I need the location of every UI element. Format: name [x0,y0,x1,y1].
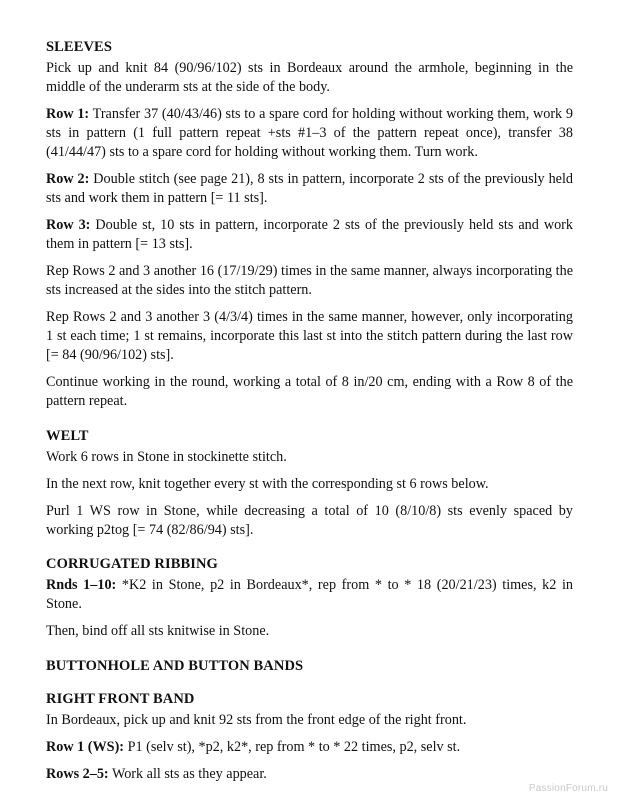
section-buttonhole-bands [46,658,573,675]
paragraph: Rep Rows 2 and 3 another 3 (4/3/4) times in the same manner, however, only incorporating 1 st each time; 1 st remains, incorporate this last st into the stitch pattern during the last row [= 84 (90/96/102) sts]. [46,309,573,363]
row-label: Row 3: [46,217,91,233]
section-heading: CORRUGATED RIBBING [46,556,218,572]
section-welt [46,428,573,540]
row-label: Row 2: [46,171,90,187]
section-heading: BUTTONHOLE AND BUTTON BANDS [46,658,304,674]
section-sleeves [46,39,573,411]
paragraph: Rnds 1–10: *K2 in Stone, p2 in Bordeaux*, rep from * to * 18 (20/21/23) times, k2 in Stone. [46,577,573,612]
section-heading: SLEEVES [46,39,112,55]
paragraph: Row 2: Double stitch (see page 21), 8 sts in pattern, incorporate 2 sts of the previously held sts and work them in pattern [= 11 sts]. [46,171,573,206]
paragraph: Work 6 rows in Stone in stockinette stitch. [46,449,287,465]
paragraph: In the next row, knit together every st with the corresponding st 6 rows below. [46,476,489,492]
watermark: PassionForum.ru [528,783,608,794]
document-page [46,39,573,794]
row-label: Row 1: [46,106,90,122]
row-label: Rnds 1–10: [46,577,117,593]
paragraph: Row 1 (WS): P1 (selv st), *p2, k2*, rep from * to * 22 times, p2, selv st. [46,739,461,755]
paragraph: In Bordeaux, pick up and knit 92 sts from the front edge of the right front. [46,712,467,728]
section-corrugated-ribbing [46,556,573,641]
section-right-front-band [46,691,573,784]
paragraph: Continue working in the round, working a total of 8 in/20 cm, ending with a Row 8 of the pattern repeat. [46,374,573,409]
section-heading: RIGHT FRONT BAND [46,691,195,707]
paragraph: Purl 1 WS row in Stone, while decreasing a total of 10 (8/10/8) sts evenly spaced by working p2tog [= 74 (82/86/94) sts]. [46,503,573,538]
paragraph: Rep Rows 2 and 3 another 16 (17/19/29) times in the same manner, always incorporating the sts increased at the sides into the stitch pattern. [46,263,573,298]
section-heading: WELT [46,428,89,444]
paragraph: Row 1: Transfer 37 (40/43/46) sts to a spare cord for holding without working them, work 9 sts in pattern (1 full pattern repeat +sts #1–3 of the pattern repeat once), transfer 38 (41/44/47) sts to a spare cord for holding without working them. Turn work. [46,106,574,160]
paragraph: Then, bind off all sts knitwise in Stone. [46,623,270,639]
row-label: Rows 2–5: [46,766,109,782]
row-label: Row 1 (WS): [46,739,125,755]
paragraph: Pick up and knit 84 (90/96/102) sts in Bordeaux around the armhole, beginning in the middle of the underarm sts at the side of the body. [46,60,573,95]
paragraph: Rows 2–5: Work all sts as they appear. [46,766,267,782]
paragraph: Row 3: Double st, 10 sts in pattern, incorporate 2 sts of the previously held sts and work them in pattern [= 13 sts]. [46,217,573,252]
